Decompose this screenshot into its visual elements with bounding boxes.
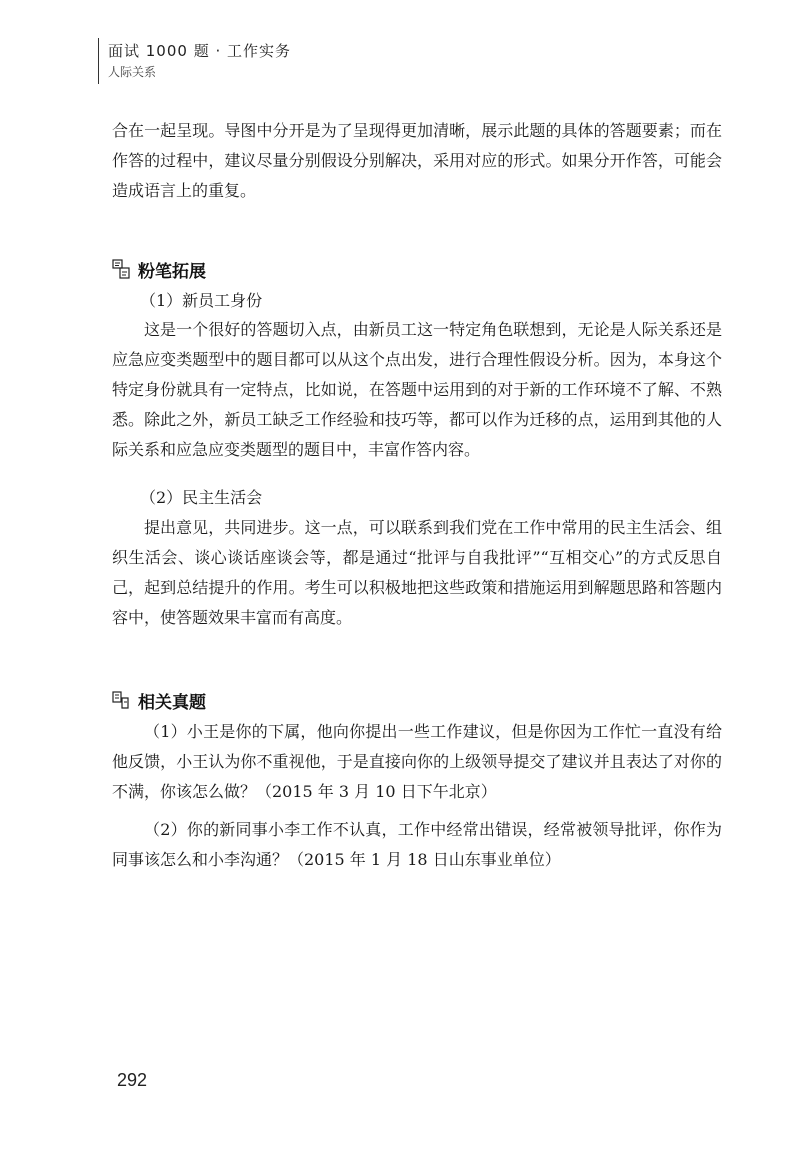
extension-item-label: （1）新员工身份 bbox=[140, 291, 263, 310]
section-real-questions-heading bbox=[112, 688, 206, 712]
extension-item-body: 提出意见，共同进步。这一点，可以联系到我们党在工作中常用的民主生活会、组织生活会、谈心谈话座谈会等，都是通过“批评与自我批评”“互相交心”的方式反思自己，起到总结提升的作用。考生可以积极地把这些政策和措施运用到解题思路和答题内容中，使答题效果丰富而有高度。 bbox=[112, 518, 722, 627]
section-real-questions-title: 相关真题 bbox=[138, 692, 206, 713]
chalk-note-icon bbox=[112, 259, 130, 279]
extension-item-body: 这是一个很好的答题切入点，由新员工这一特定角色联想到，无论是人际关系还是应急应变类题型中的题目都可以从这个点出发，进行合理性假设分析。因为，本身这个特定身份就具有一定特点，比如说，在答题中运用到的对于新的工作环境不了解、不熟悉。除此之外，新员工缺乏工作经验和技巧等，都可以作为迁移的点，运用到其他的人际关系和应急应变类题型的题目中，丰富作答内容。 bbox=[112, 320, 722, 459]
chapter-title: 人际关系 bbox=[108, 65, 157, 79]
page-number: 292 bbox=[117, 1070, 148, 1090]
book-title: 面试 1000 题 · 工作实务 bbox=[108, 42, 292, 60]
real-question-item: （1）小王是你的下属，他向你提出一些工作建议，但是你因为工作忙一直没有给他反馈，小王认为你不重视他，于是直接向你的上级领导提交了建议并且表达了对你的不满，你该怎么做？（2015 年 3 月 10 日下午北京） bbox=[112, 722, 722, 801]
section-extension-heading bbox=[112, 257, 206, 281]
exam-paper-icon bbox=[112, 690, 130, 710]
real-question-item: （2）你的新同事小李工作不认真，工作中经常出错误，经常被领导批评，你作为同事该怎么和小李沟通？（2015 年 1 月 18 日山东事业单位） bbox=[112, 820, 722, 869]
intro-paragraph: 合在一起呈现。导图中分开是为了呈现得更加清晰，展示此题的具体的答题要素；而在作答的过程中，建议尽量分别假设分别解决，采用对应的形式。如果分开作答，可能会造成语言上的重复。 bbox=[112, 121, 722, 200]
header-rule bbox=[98, 38, 99, 84]
section-extension-title: 粉笔拓展 bbox=[138, 261, 206, 282]
extension-item-label: （2）民主生活会 bbox=[140, 488, 263, 507]
